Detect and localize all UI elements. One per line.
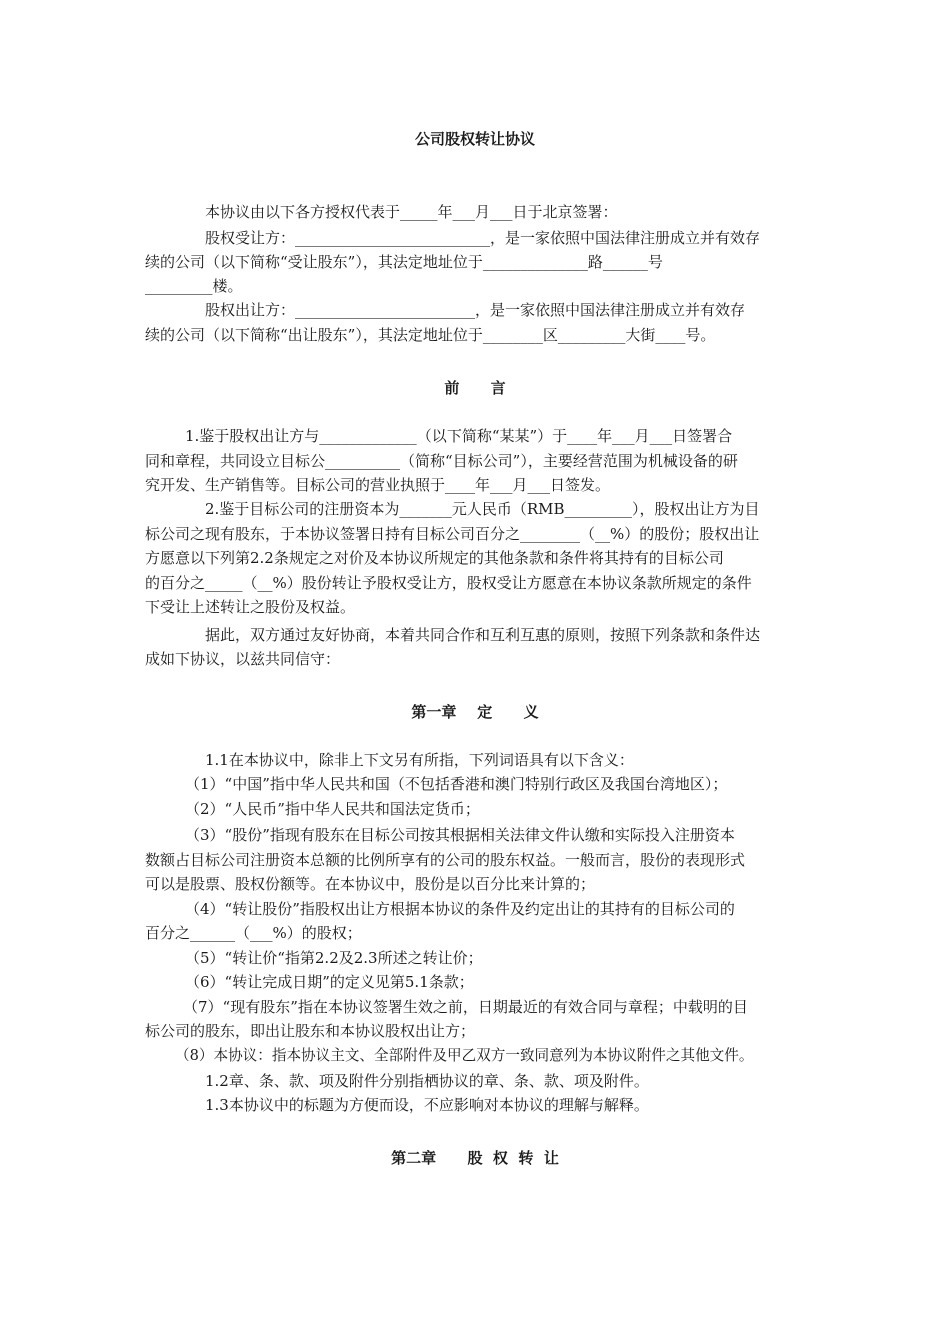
document-title: 公司股权转让协议 xyxy=(414,130,535,148)
preface-line: 1.鉴于股权出让方与_____________（以下简称“某某”）于____年___月___日签署合 xyxy=(185,427,733,445)
chapter1-line: 数额占目标公司注册资本总额的比例所享有的公司的股东权益。一般而言，股份的表现形式 xyxy=(145,851,746,869)
chapter1-line: （4）“转让股份”指股权出让方根据本协议的条件及约定出让的其持有的目标公司的 xyxy=(185,900,735,918)
chapter1-line: （2）“人民币”指中华人民共和国法定货币； xyxy=(185,800,480,818)
chapter1-line: （6）“转让完成日期”的定义见第5.1条款； xyxy=(185,973,474,991)
preface-line: 标公司之现有股东，于本协议签署日持有目标公司百分之________（__%）的股份；股权出让 xyxy=(145,525,760,543)
intro-line: 续的公司（以下简称“受让股东”），其法定地址位于______________路______号 xyxy=(145,253,663,271)
preface-line: 成如下协议，以兹共同信守： xyxy=(145,650,341,668)
intro-line: _________楼。 xyxy=(145,277,243,295)
chapter1-line: 百分之______（___%）的股权； xyxy=(145,924,362,942)
intro-line: 本协议由以下各方授权代表于_____年___月___日于北京签署： xyxy=(205,203,618,221)
chapter1-line: （5）“转让价“指第2.2及2.3所述之转让价； xyxy=(185,949,483,967)
preface-line: 究开发、生产销售等。目标公司的营业执照于____年___月___日签发。 xyxy=(145,476,611,494)
chapter1-line: （7）“现有股东”指在本协议签署生效之前，日期最近的有效合同与章程；中载明的目 xyxy=(183,998,748,1016)
preface-line: 同和章程，共同设立目标公__________（简称“目标公司”），主要经营范围为机械设备的研 xyxy=(145,452,738,470)
chapter1-line: 可以是股票、股权份额等。在本协议中，股份是以百分比来计算的； xyxy=(145,875,596,893)
chapter2-heading: 第二章 股 权 转 让 xyxy=(391,1149,559,1167)
preface-heading: 前 言 xyxy=(444,379,506,397)
intro-line: 股权受让方：__________________________，是一家依照中国法律注册成立并有效存 xyxy=(205,229,761,247)
preface-line: 据此，双方通过友好协商，本着共同合作和互利互惠的原则，按照下列条款和条件达 xyxy=(205,626,761,644)
chapter1-line: 1.3本协议中的标题为方便而设，不应影响对本协议的理解与解释。 xyxy=(205,1096,649,1114)
chapter1-line: （1）“中国”指中华人民共和国（不包括香港和澳门特别行政区及我国台湾地区）； xyxy=(185,775,728,793)
chapter1-line: 1.2章、条、款、项及附件分别指栖协议的章、条、款、项及附件。 xyxy=(205,1072,649,1090)
preface-line: 下受让上述转让之股份及权益。 xyxy=(145,598,356,616)
preface-line: 2.鉴于目标公司的注册资本为_______元人民币（RMB_________），股权出让方为目 xyxy=(205,500,760,518)
preface-line: 方愿意以下列第2.2条规定之对价及本协议所规定的其他条款和条件将其持有的目标公司 xyxy=(145,549,724,567)
chapter1-line: 标公司的股东，即出让股东和本协议股权出让方； xyxy=(145,1022,476,1040)
chapter1-line: （8）本协议：指本协议主文、全部附件及甲乙双方一致同意列为本协议附件之其他文件。 xyxy=(175,1047,754,1064)
intro-line: 股权出让方：________________________，是一家依照中国法律注册成立并有效存 xyxy=(205,301,746,319)
preface-line: 的百分之_____（__%）股份转让予股权受让方，股权受让方愿意在本协议条款所规定的条件 xyxy=(145,574,752,592)
intro-line: 续的公司（以下简称“出让股东”），其法定地址位于________区_________大街____号。 xyxy=(145,326,716,344)
chapter1-heading: 第一章 定 义 xyxy=(411,703,539,721)
chapter1-line: 1.1在本协议中，除非上下文另有所指，下列词语具有以下含义： xyxy=(205,751,634,769)
chapter1-line: （3）“股份”指现有股东在目标公司按其根据相关法律文件认缴和实际投入注册资本 xyxy=(185,826,735,844)
